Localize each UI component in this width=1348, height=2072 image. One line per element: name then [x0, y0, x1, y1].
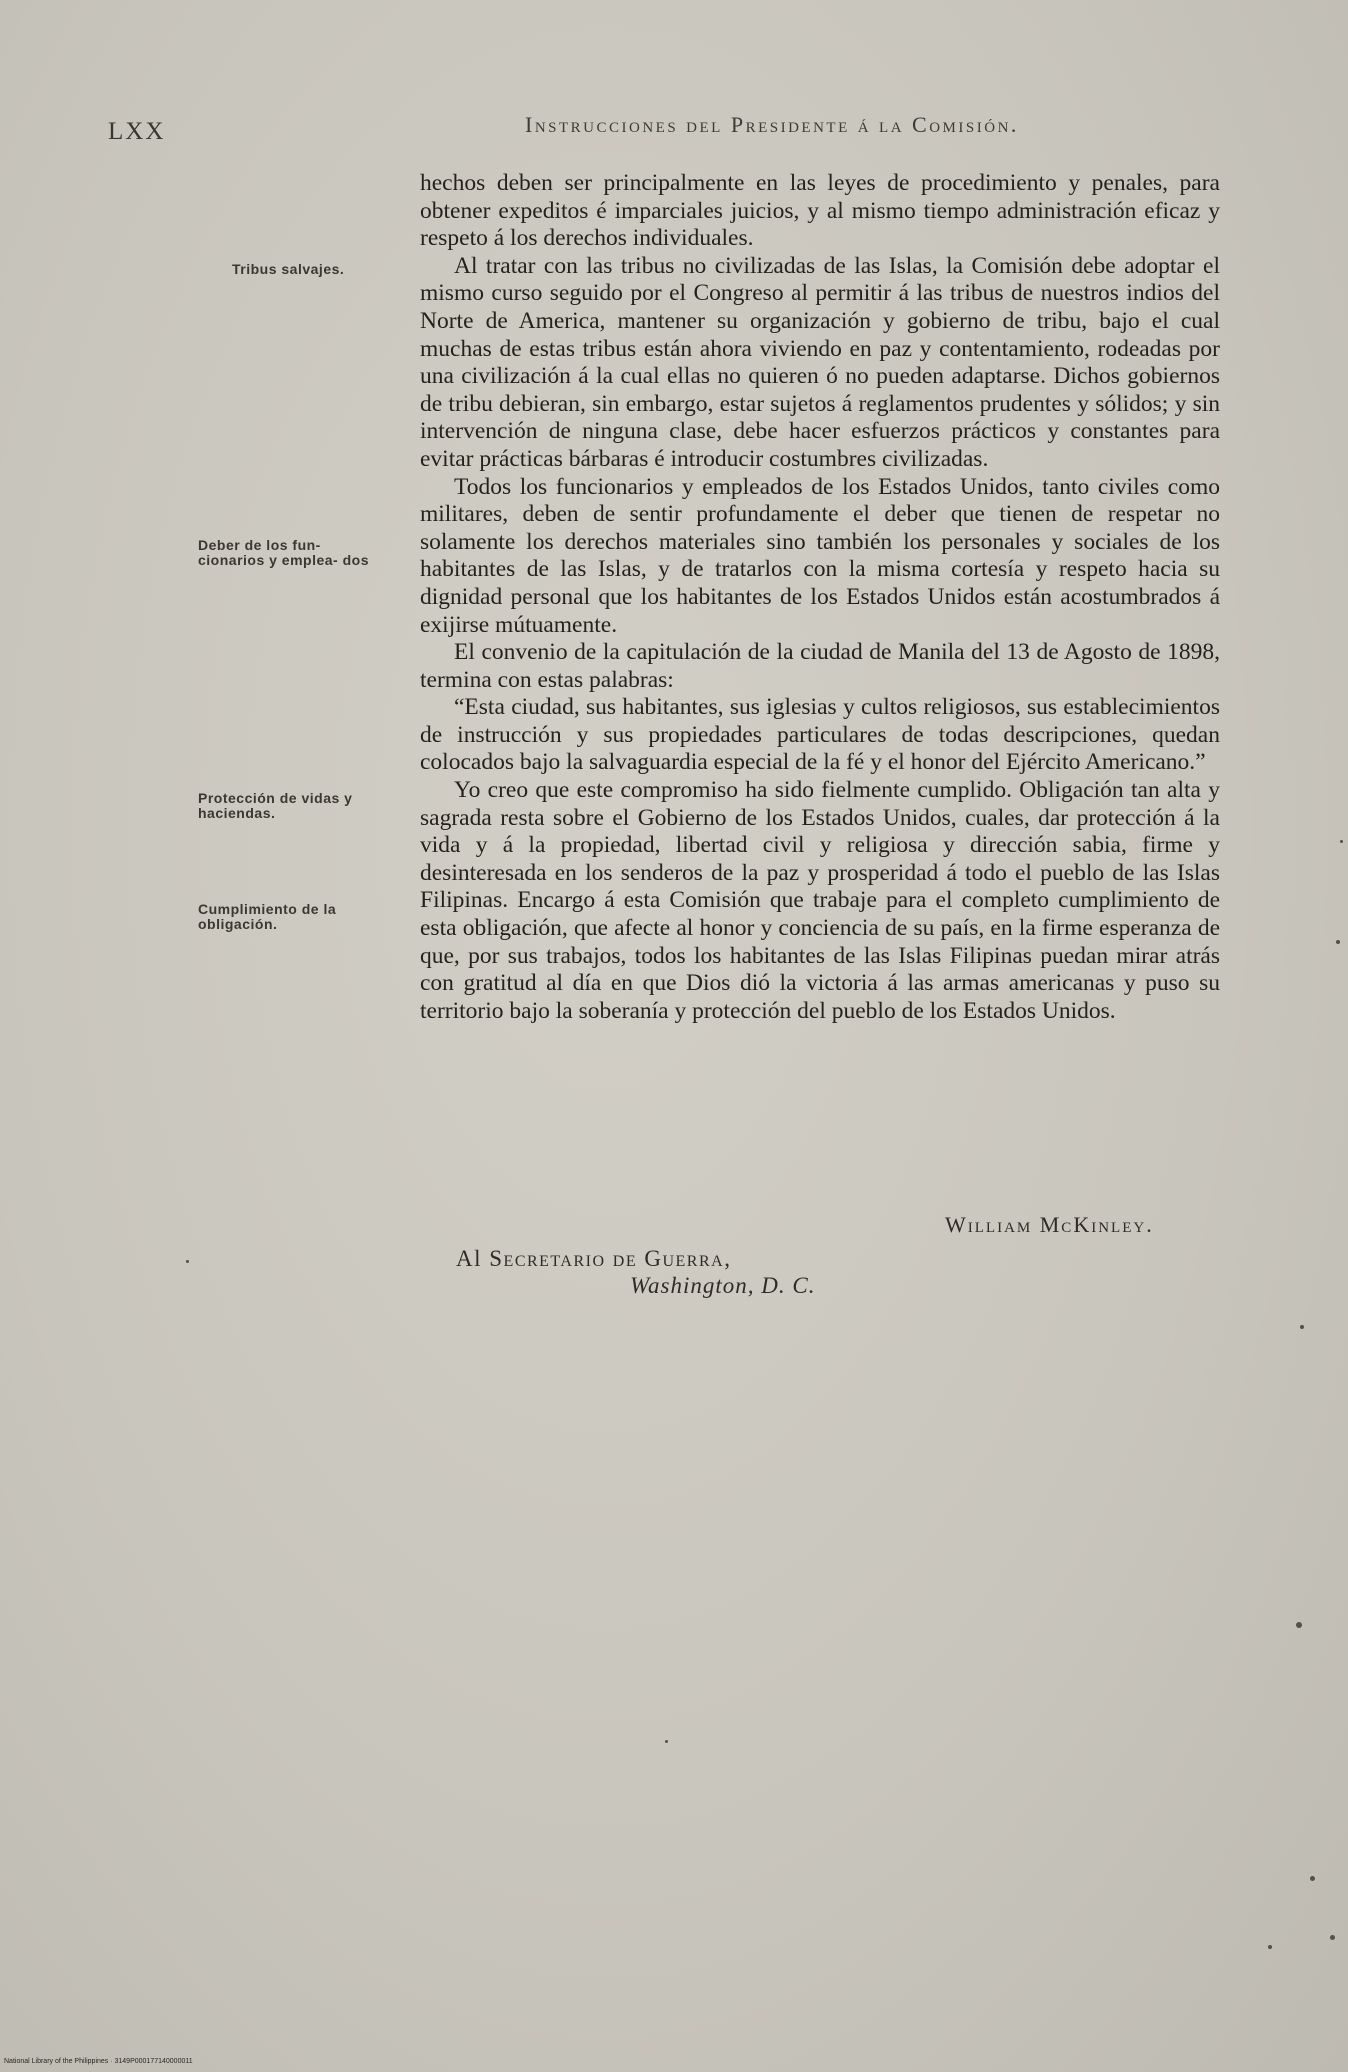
paragraph: hechos deben ser principalmente en las leyes de procedimiento y penales, para obtener expeditos é imparciales juicios, y al mismo tiempo administración eficaz y respeto á los derechos individuales.	[420, 170, 1220, 252]
paragraph: Yo creo que este compromiso ha sido fielmente cumplido. Obligación tan alta y sagrada resta sobre el Gobierno de los Estados Unidos, cuales, dar protección á la vida y á la propiedad, libertad civil y religiosa y dirección sabia, firme y desinteresada en los senderos de la paz y prosperidad á todo el pueblo de las Islas Filipinas. Encargo á esta Comisión que trabaje para el completo cumplimiento de esta obligación, que afecte al honor y conciencia de su país, en la firme esperanza de que, por sus trabajos, todos los habitantes de las Islas Filipinas puedan mirar atrás con gratitud al día en que Dios dió la victoria á las armas americanas y puso su territorio bajo la soberanía y protección del pueblo de los Estados Unidos.	[420, 777, 1220, 1024]
scan-speck	[1300, 1325, 1304, 1329]
scan-speck	[1336, 940, 1340, 944]
scan-speck	[186, 1260, 189, 1263]
paragraph-quote: “Esta ciudad, sus habitantes, sus iglesias y cultos religiosos, sus establecimientos de instrucción y sus propiedades particulares de todas descripciones, quedan colocados bajo la salvaguardia especial de la fé y el honor del Ejército Americano.”	[420, 694, 1220, 776]
side-note-cumplimiento: Cumplimiento de la obligación.	[198, 901, 337, 932]
address-line	[456, 1246, 731, 1272]
side-note-deber: Deber de los fun- cionarios y emplea- dos	[198, 537, 369, 568]
address-place: Washington, D. C.	[630, 1273, 816, 1298]
scan-speck	[1268, 1945, 1272, 1949]
paragraph: Todos los funcionarios y empleados de los Estados Unidos, tanto civiles como militares, deben de sentir profundamente el deber que tienen de respetar no solamente los derechos materiales sino también los personales y sociales de los habitantes de las Islas, y de tratarlos con la misma cortesía y respeto hacia su dignidad personal que los habitantes de los Estados Unidos están acostumbrados á exijirse mútuamente.	[420, 473, 1220, 638]
address-recipient: Secretario de Guerra,	[489, 1246, 732, 1271]
scan-speck	[1310, 1876, 1315, 1881]
scan-footer: National Library of the Philippines · 3149P000177140000011	[4, 2058, 193, 2065]
side-note-proteccion: Protección de vidas y haciendas.	[198, 790, 353, 821]
scan-speck	[1296, 1622, 1302, 1628]
scan-speck	[665, 1740, 668, 1743]
signature: William McKinley.	[945, 1212, 1154, 1237]
paragraph: El convenio de la capitulación de la ciudad de Manila del 13 de Agosto de 1898, termina con estas palabras:	[420, 639, 1220, 693]
side-note-tribus: Tribus salvajes.	[232, 261, 345, 277]
page-folio: LXX	[108, 118, 166, 145]
address-prefix: Al	[456, 1246, 482, 1271]
body-text	[420, 170, 1220, 1025]
scan-speck	[1340, 840, 1343, 843]
scan-speck	[1330, 1935, 1335, 1940]
paragraph: Al tratar con las tribus no civilizadas de las Islas, la Comisión debe adoptar el mismo curso seguido por el Congreso al permitir á las tribus de nuestros indios del Norte de America, mantener su organización y gobierno de tribu, bajo el cual muchas de estas tribus están ahora viviendo en paz y contentamiento, rodeadas por una civilización á la cual ellas no quieren ó no pueden adaptarse. Dichos gobiernos de tribu debieran, sin embargo, estar sujetos á reglamentos prudentes y sólidos; y sin intervención de ninguna clase, debe hacer esfuerzos prácticos y constantes para evitar prácticas bárbaras é introducir costumbres civilizadas.	[420, 252, 1220, 472]
running-head: Instrucciones del Presidente á la Comisión.	[525, 112, 1019, 137]
